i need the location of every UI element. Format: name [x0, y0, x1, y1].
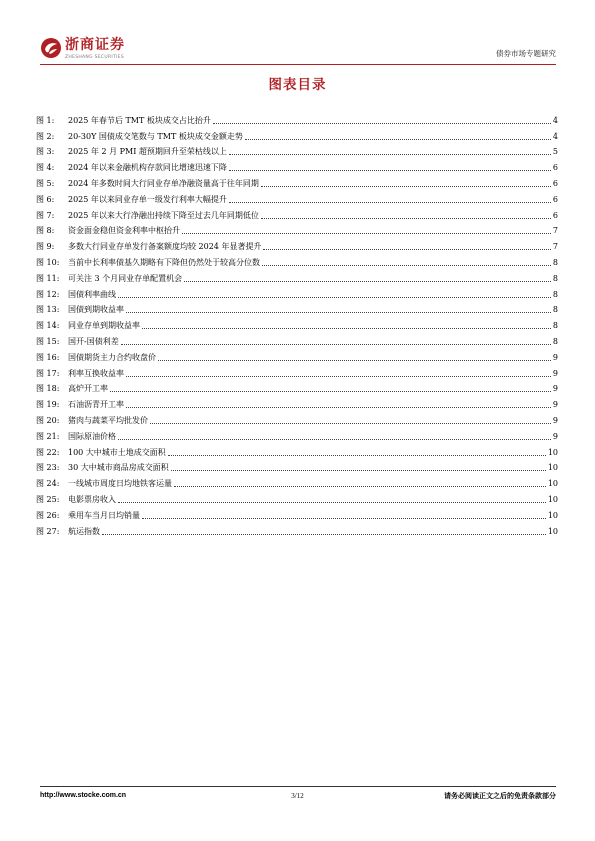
toc-entry-number: 图 23:: [36, 463, 60, 473]
toc-entry-page: 9: [552, 400, 558, 410]
toc-entry[interactable]: [36, 458, 558, 474]
toc-entry-page: 4: [552, 115, 558, 125]
toc-entry-number: 图 12:: [36, 289, 60, 299]
toc-entry-page: 9: [552, 415, 558, 425]
toc-entry-title: 国债期货主力合约收盘价: [68, 352, 156, 362]
toc-entry-title: 多数大行同业存单发行备案额度均较 2024 年显著提升: [68, 242, 262, 252]
toc-dot-leader: [110, 391, 551, 392]
toc-entry-title: 电影票房收入: [68, 494, 116, 504]
toc-entry-number: 图 10:: [36, 257, 60, 267]
toc-entry-title: 乘用车当月日均销量: [68, 510, 140, 520]
toc-entry-number: 图 25:: [36, 494, 60, 504]
toc-entry-page: 10: [547, 463, 558, 473]
toc-entry[interactable]: [36, 394, 558, 410]
toc-entry[interactable]: [36, 331, 558, 347]
logo-subtitle: ZHESHANG SECURITIES: [65, 55, 124, 60]
toc-dot-leader: [142, 328, 551, 329]
toc-dot-leader: [229, 170, 551, 171]
toc-entry-title: 30 大中城市商品房成交面积: [68, 463, 169, 473]
toc-entry[interactable]: [36, 189, 558, 205]
toc-entry-title: 一线城市周度日均地铁客运量: [68, 479, 172, 489]
toc-entry-title: 当前中长利率债基久期略有下降但仍然处于较高分位数: [68, 257, 260, 267]
toc-entry-page: 10: [547, 479, 558, 489]
toc-dot-leader: [174, 486, 546, 487]
toc-entry[interactable]: [36, 268, 558, 284]
toc-entry-number: 图 21:: [36, 431, 60, 441]
toc-entry-title: 国债利率曲线: [68, 289, 116, 299]
toc-dot-leader: [262, 265, 551, 266]
toc-entry[interactable]: [36, 142, 558, 158]
toc-entry-page: 9: [552, 352, 558, 362]
toc-entry-number: 图 2:: [36, 131, 55, 141]
toc-dot-leader: [229, 202, 551, 203]
header-divider: [40, 64, 556, 65]
toc-entry-title: 国开-国债利差: [68, 336, 119, 346]
toc-entry-number: 图 9:: [36, 242, 55, 252]
toc-entry[interactable]: [36, 347, 558, 363]
toc-entry-page: 4: [552, 131, 558, 141]
toc-entry[interactable]: [36, 300, 558, 316]
toc-entry-title: 石油沥青开工率: [68, 400, 124, 410]
toc-entry-number: 图 17:: [36, 368, 60, 378]
toc-entry-title: 可关注 3 个月同业存单配置机会: [68, 273, 183, 283]
toc-entry-title: 航运指数: [68, 526, 100, 536]
toc-entry[interactable]: [36, 157, 558, 173]
toc-entry-page: 6: [552, 178, 558, 188]
toc-entry-number: 图 4:: [36, 163, 55, 173]
toc-entry[interactable]: [36, 315, 558, 331]
page-title: 图表目录: [268, 77, 327, 93]
toc-entry[interactable]: [36, 252, 558, 268]
toc-entry[interactable]: [36, 426, 558, 442]
toc-entry-page: 6: [552, 194, 558, 204]
toc-entry[interactable]: [36, 363, 558, 379]
toc-dot-leader: [158, 360, 551, 361]
toc-entry[interactable]: [36, 379, 558, 395]
toc-dot-leader: [150, 423, 551, 424]
toc-dot-leader: [102, 534, 546, 535]
toc-entry-number: 图 15:: [36, 336, 60, 346]
toc-entry-page: 9: [552, 431, 558, 441]
toc-entry-title: 2025 年以来大行净融出持续下降至过去几年同期低位: [68, 210, 259, 220]
page-header: [40, 34, 556, 64]
toc-dot-leader: [261, 218, 551, 219]
toc-entry-page: 7: [552, 226, 558, 236]
footer-divider: [40, 786, 556, 787]
toc-entry-page: 8: [552, 321, 558, 331]
toc-dot-leader: [126, 312, 551, 313]
toc-entry-number: 图 7:: [36, 210, 55, 220]
toc-entry[interactable]: [36, 173, 558, 189]
toc-entry-page: 8: [552, 257, 558, 267]
company-logo: [40, 34, 136, 64]
toc-entry-number: 图 3:: [36, 147, 55, 157]
toc-entry-number: 图 18:: [36, 384, 60, 394]
toc-entry-title: 资金面金稳但资金利率中枢抬升: [68, 226, 180, 236]
toc-entry-page: 9: [552, 384, 558, 394]
toc-entry[interactable]: [36, 442, 558, 458]
toc-entry-title: 20-30Y 国债成交笔数与 TMT 板块成交金额走势: [68, 131, 243, 141]
toc-dot-leader: [121, 344, 551, 345]
toc-dot-leader: [184, 281, 551, 282]
toc-entry-title: 同业存单到期收益率: [68, 321, 140, 331]
toc-dot-leader: [229, 154, 551, 155]
toc-entry[interactable]: [36, 221, 558, 237]
toc-dot-leader: [171, 470, 546, 471]
toc-entry[interactable]: [36, 505, 558, 521]
toc-entry-number: 图 16:: [36, 352, 60, 362]
toc-entry-page: 8: [552, 305, 558, 315]
toc-entry-page: 8: [552, 336, 558, 346]
toc-entry-page: 10: [547, 526, 558, 536]
footer-url-link[interactable]: http://www.stocke.com.cn: [40, 792, 127, 799]
toc-dot-leader: [261, 186, 551, 187]
toc-entry-number: 图 14:: [36, 321, 60, 331]
toc-entry-title: 高炉开工率: [68, 384, 108, 394]
toc-entry-page: 6: [552, 163, 558, 173]
toc-entry-title: 2025 年 2 月 PMI 超预期回升至荣枯线以上: [68, 147, 227, 157]
logo-name: 浙商证券: [65, 37, 125, 53]
toc-entry-page: 10: [547, 494, 558, 504]
toc-entry-title: 国债到期收益率: [68, 305, 124, 315]
toc-entry-title: 2024 年多数时间大行同业存单净融资量高于往年同期: [68, 178, 259, 188]
toc-entry[interactable]: [36, 473, 558, 489]
toc-entry-number: 图 1:: [36, 115, 55, 125]
toc-entry-number: 图 5:: [36, 178, 55, 188]
toc-entry-page: 7: [552, 242, 558, 252]
toc-entry-page: 10: [547, 447, 558, 457]
toc-entry[interactable]: [36, 410, 558, 426]
toc-entry-number: 图 11:: [36, 273, 60, 283]
toc-dot-leader: [118, 439, 551, 440]
report-type: 债券市场专题研究: [496, 49, 556, 58]
toc-entry[interactable]: [36, 284, 558, 300]
toc-dot-leader: [263, 249, 550, 250]
table-of-figures: [36, 110, 558, 537]
toc-entry[interactable]: [36, 236, 558, 252]
toc-dot-leader: [118, 297, 551, 298]
toc-entry-number: 图 19:: [36, 400, 60, 410]
toc-entry[interactable]: [36, 110, 558, 126]
toc-entry[interactable]: [36, 521, 558, 537]
toc-entry-number: 图 20:: [36, 415, 60, 425]
toc-entry-title: 利率互换收益率: [68, 368, 124, 378]
toc-entry-number: 图 27:: [36, 526, 60, 536]
toc-entry-number: 图 6:: [36, 194, 55, 204]
toc-entry-number: 图 26:: [36, 510, 60, 520]
toc-dot-leader: [213, 123, 551, 124]
disclaimer-note: 请务必阅读正文之后的免责条款部分: [444, 792, 556, 800]
toc-entry-title: 2025 年春节后 TMT 板块成交占比抬升: [68, 115, 211, 125]
toc-entry-number: 图 22:: [36, 447, 60, 457]
toc-entry-number: 图 13:: [36, 305, 60, 315]
toc-entry-page: 9: [552, 368, 558, 378]
page-number: 3/12: [291, 792, 304, 800]
toc-dot-leader: [182, 233, 551, 234]
toc-entry-page: 10: [547, 510, 558, 520]
toc-entry-number: 图 24:: [36, 479, 60, 489]
toc-entry[interactable]: [36, 126, 558, 142]
toc-entry[interactable]: [36, 489, 558, 505]
toc-entry-title: 2024 年以来金融机构存款同比增速迅速下降: [68, 163, 227, 173]
toc-entry-page: 5: [552, 147, 558, 157]
toc-entry-page: 8: [552, 289, 558, 299]
toc-entry-page: 8: [552, 273, 558, 283]
toc-entry-number: 图 8:: [36, 226, 55, 236]
toc-entry-page: 6: [552, 210, 558, 220]
toc-dot-leader: [126, 376, 551, 377]
toc-dot-leader: [245, 139, 551, 140]
toc-dot-leader: [142, 518, 546, 519]
toc-entry-title: 2025 年以来同业存单一级发行利率大幅提升: [68, 194, 227, 204]
toc-entry-title: 100 大中城市土地成交面积: [68, 447, 166, 457]
toc-entry-title: 猪肉与蔬菜平均批发价: [68, 415, 148, 425]
logo-mark-icon: [40, 37, 62, 59]
toc-dot-leader: [118, 502, 546, 503]
toc-dot-leader: [168, 455, 546, 456]
toc-dot-leader: [126, 407, 551, 408]
toc-entry-title: 国际原油价格: [68, 431, 116, 441]
toc-entry[interactable]: [36, 205, 558, 221]
